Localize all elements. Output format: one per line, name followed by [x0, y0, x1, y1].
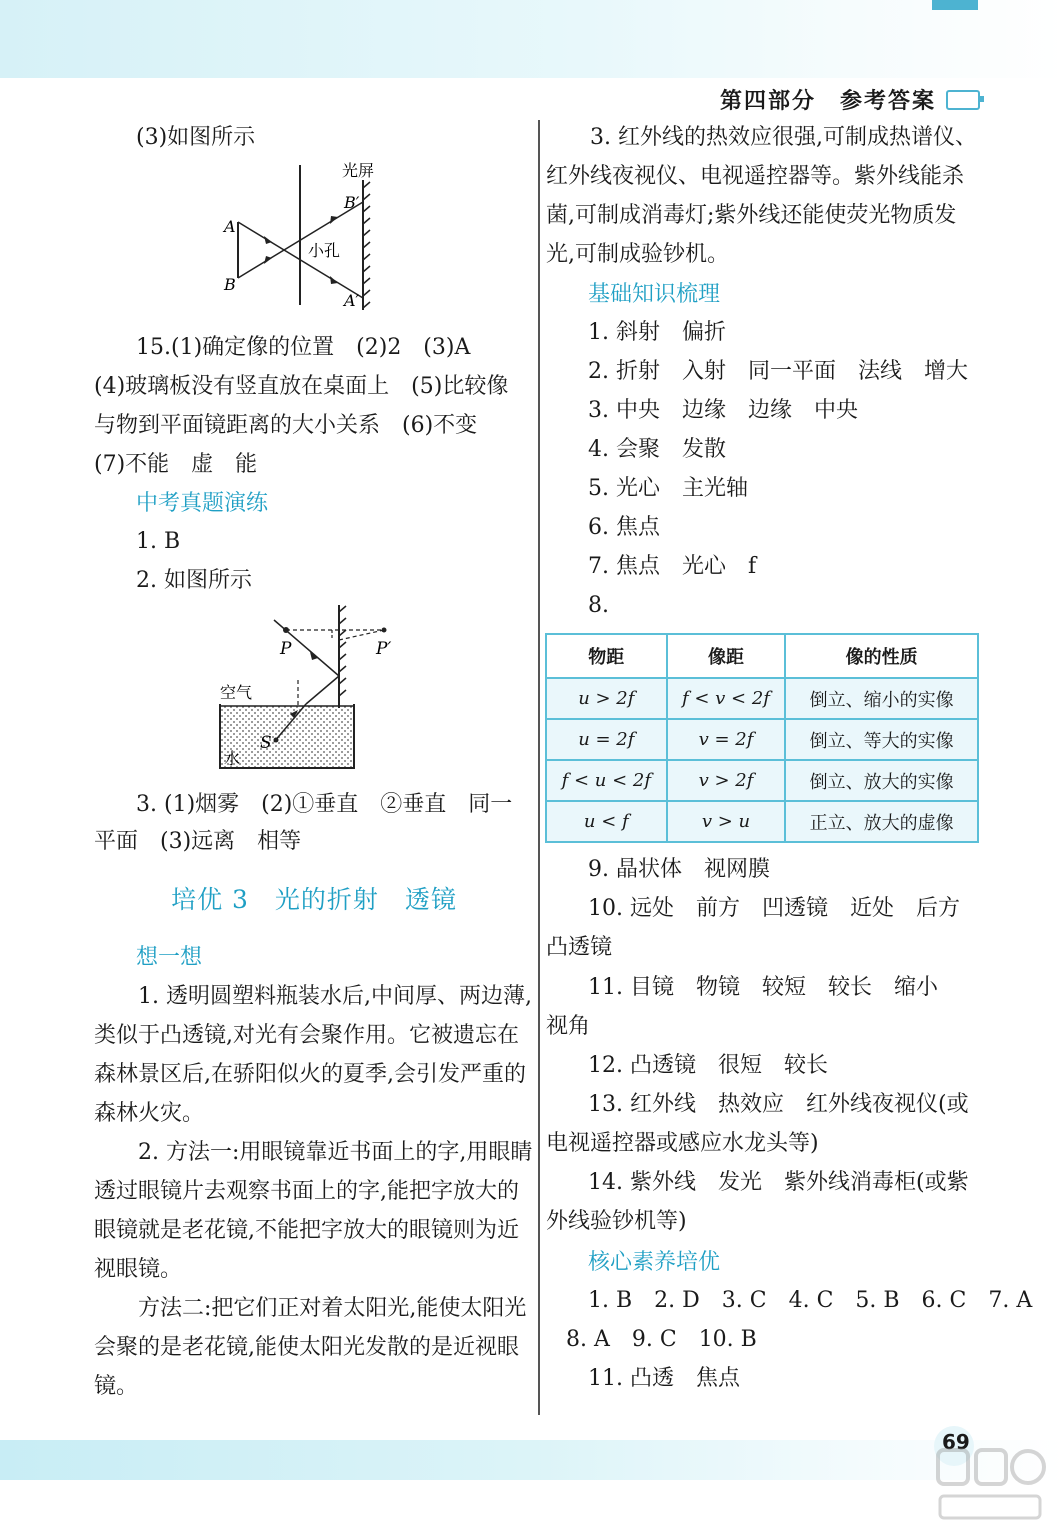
- basic-7: 7. 焦点 光心 f: [588, 554, 757, 579]
- think-answer-1: 1. 透明圆塑料瓶装水后,中间厚、两边薄,类似于凸透镜,对光有会聚作用。它被遗忘在森林景区后,在骄阳似火的夏季,会引发严重的森林火灾。: [94, 984, 532, 1126]
- air-label: 空气: [220, 683, 253, 702]
- page-number: 69: [942, 1430, 970, 1454]
- table-row: [546, 719, 978, 760]
- basic-11-line2: 视角: [546, 1014, 591, 1039]
- table-row: [546, 760, 978, 801]
- basic-10-line2: 凸透镜: [546, 935, 613, 960]
- exam-answer-3-line2: 平面 (3)远离 相等: [94, 829, 302, 854]
- core-answers-1: 1. B 2. D 3. C 4. C 5. B 6. C 7. A: [588, 1288, 1033, 1313]
- section-header: 第四部分 参考答案: [720, 88, 937, 114]
- exam-answer-1: 1. B: [136, 529, 181, 554]
- watermark-logo: [930, 1440, 1050, 1530]
- basic-14-line2: 外线验钞机等): [546, 1209, 687, 1234]
- core-answers-2: 8. A 9. C 10. B: [566, 1327, 757, 1352]
- refraction-figure: [214, 600, 404, 775]
- basic-14-line1: 14. 紫外线 发光 紫外线消毒柜(或紫: [588, 1170, 969, 1195]
- top-accent-bar: [932, 0, 978, 10]
- table-cell: v = 2f: [667, 719, 786, 760]
- basic-8: 8.: [588, 593, 609, 618]
- table-cell: u > 2f: [546, 678, 667, 719]
- table-header: 物距: [546, 634, 667, 678]
- exam-answer-3-line1: 3. (1)烟雾 (2)①垂直 ②垂直 同一: [136, 792, 513, 817]
- top-decor-band: [0, 0, 1064, 78]
- table-header: 像的性质: [785, 634, 978, 678]
- table-cell: f < u < 2f: [546, 760, 667, 801]
- basic-3: 3. 中央 边缘 边缘 中央: [588, 398, 858, 423]
- table-cell: 倒立、放大的实像: [785, 760, 978, 801]
- table-cell: 倒立、等大的实像: [785, 719, 978, 760]
- basic-5: 5. 光心 主光轴: [588, 476, 748, 501]
- point-pp-label: P′: [376, 639, 392, 659]
- exam-answer-2: 2. 如图所示: [136, 568, 252, 593]
- column-divider: [538, 120, 540, 1415]
- point-ap-label: A′: [344, 291, 360, 310]
- q14-3: (3)如图所示: [136, 125, 256, 150]
- table-header-row: [546, 634, 978, 678]
- battery-icon: [946, 90, 980, 110]
- basic-12: 12. 凸透镜 很短 较长: [588, 1053, 828, 1078]
- table-cell: 正立、放大的虚像: [785, 801, 978, 842]
- basic-11-line1: 11. 目镜 物镜 较短 较长 缩小: [588, 975, 938, 1000]
- basic-13-line1: 13. 红外线 热效应 红外线夜视仪(或: [588, 1092, 969, 1117]
- pinhole-figure: [220, 160, 390, 320]
- table-row: [546, 801, 978, 842]
- table-cell: u < f: [546, 801, 667, 842]
- basic-6: 6. 焦点: [588, 515, 660, 540]
- table-row: [546, 678, 978, 719]
- basic-9: 9. 晶状体 视网膜: [588, 857, 770, 882]
- screen-label: 光屏: [342, 161, 375, 180]
- core-answers-3: 11. 凸透 焦点: [588, 1366, 740, 1391]
- section-basic-knowledge: 基础知识梳理: [588, 282, 721, 307]
- basic-4: 4. 会聚 发散: [588, 437, 726, 462]
- table-cell: v > 2f: [667, 760, 786, 801]
- table-cell: u = 2f: [546, 719, 667, 760]
- basic-1: 1. 斜射 偏折: [588, 320, 726, 345]
- q15-line1: 15.(1)确定像的位置 (2)2 (3)A: [136, 335, 471, 360]
- water-label: 水: [224, 749, 241, 768]
- table-header: 像距: [667, 634, 786, 678]
- q15-line2: (4)玻璃板没有竖直放在桌面上 (5)比较像: [94, 374, 509, 399]
- table-cell: v > u: [667, 801, 786, 842]
- section-exam-practice: 中考真题演练: [136, 491, 269, 516]
- point-bp-label: B′: [344, 193, 360, 212]
- basic-13-line2: 电视遥控器或感应水龙头等): [546, 1131, 819, 1156]
- q15-line4: (7)不能 虚 能: [94, 452, 258, 477]
- bottom-decor-band: [0, 1440, 1064, 1480]
- image-properties-table: [545, 633, 979, 843]
- table-cell: 倒立、缩小的实像: [785, 678, 978, 719]
- point-a-label: A: [224, 217, 236, 236]
- think-answer-2: 2. 方法一:用眼镜靠近书面上的字,用眼睛透过眼镜片去观察书面上的字,能把字放大的眼镜就是老花镜,不能把字放大的眼镜则为近视眼镜。: [94, 1140, 533, 1282]
- section-think: 想一想: [136, 945, 203, 970]
- think-answer-3: 方法二:把它们正对着太阳光,能使太阳光会聚的是老花镜,能使太阳光发散的是近视眼镜。: [94, 1296, 527, 1399]
- q15-line3: 与物到平面镜距离的大小关系 (6)不变: [94, 413, 478, 438]
- table-cell: f < v < 2f: [667, 678, 786, 719]
- point-b-label: B: [224, 275, 236, 294]
- hole-label: 小孔: [308, 241, 341, 260]
- basic-10-line1: 10. 远处 前方 凹透镜 近处 后方: [588, 896, 960, 921]
- right-answer-3: 3. 红外线的热效应很强,可制成热谱仪、红外线夜视仪、电视遥控器等。紫外线能杀菌,可制成消毒灯;紫外线还能使荧光物质发光,可制成验钞机。: [546, 125, 977, 267]
- point-s-label: S: [260, 733, 272, 753]
- point-p-label: P: [280, 639, 292, 659]
- section-core-literacy: 核心素养培优: [588, 1250, 721, 1275]
- section-title: 培优 3 光的折射 透镜: [171, 885, 457, 914]
- basic-2: 2. 折射 入射 同一平面 法线 增大: [588, 359, 968, 384]
